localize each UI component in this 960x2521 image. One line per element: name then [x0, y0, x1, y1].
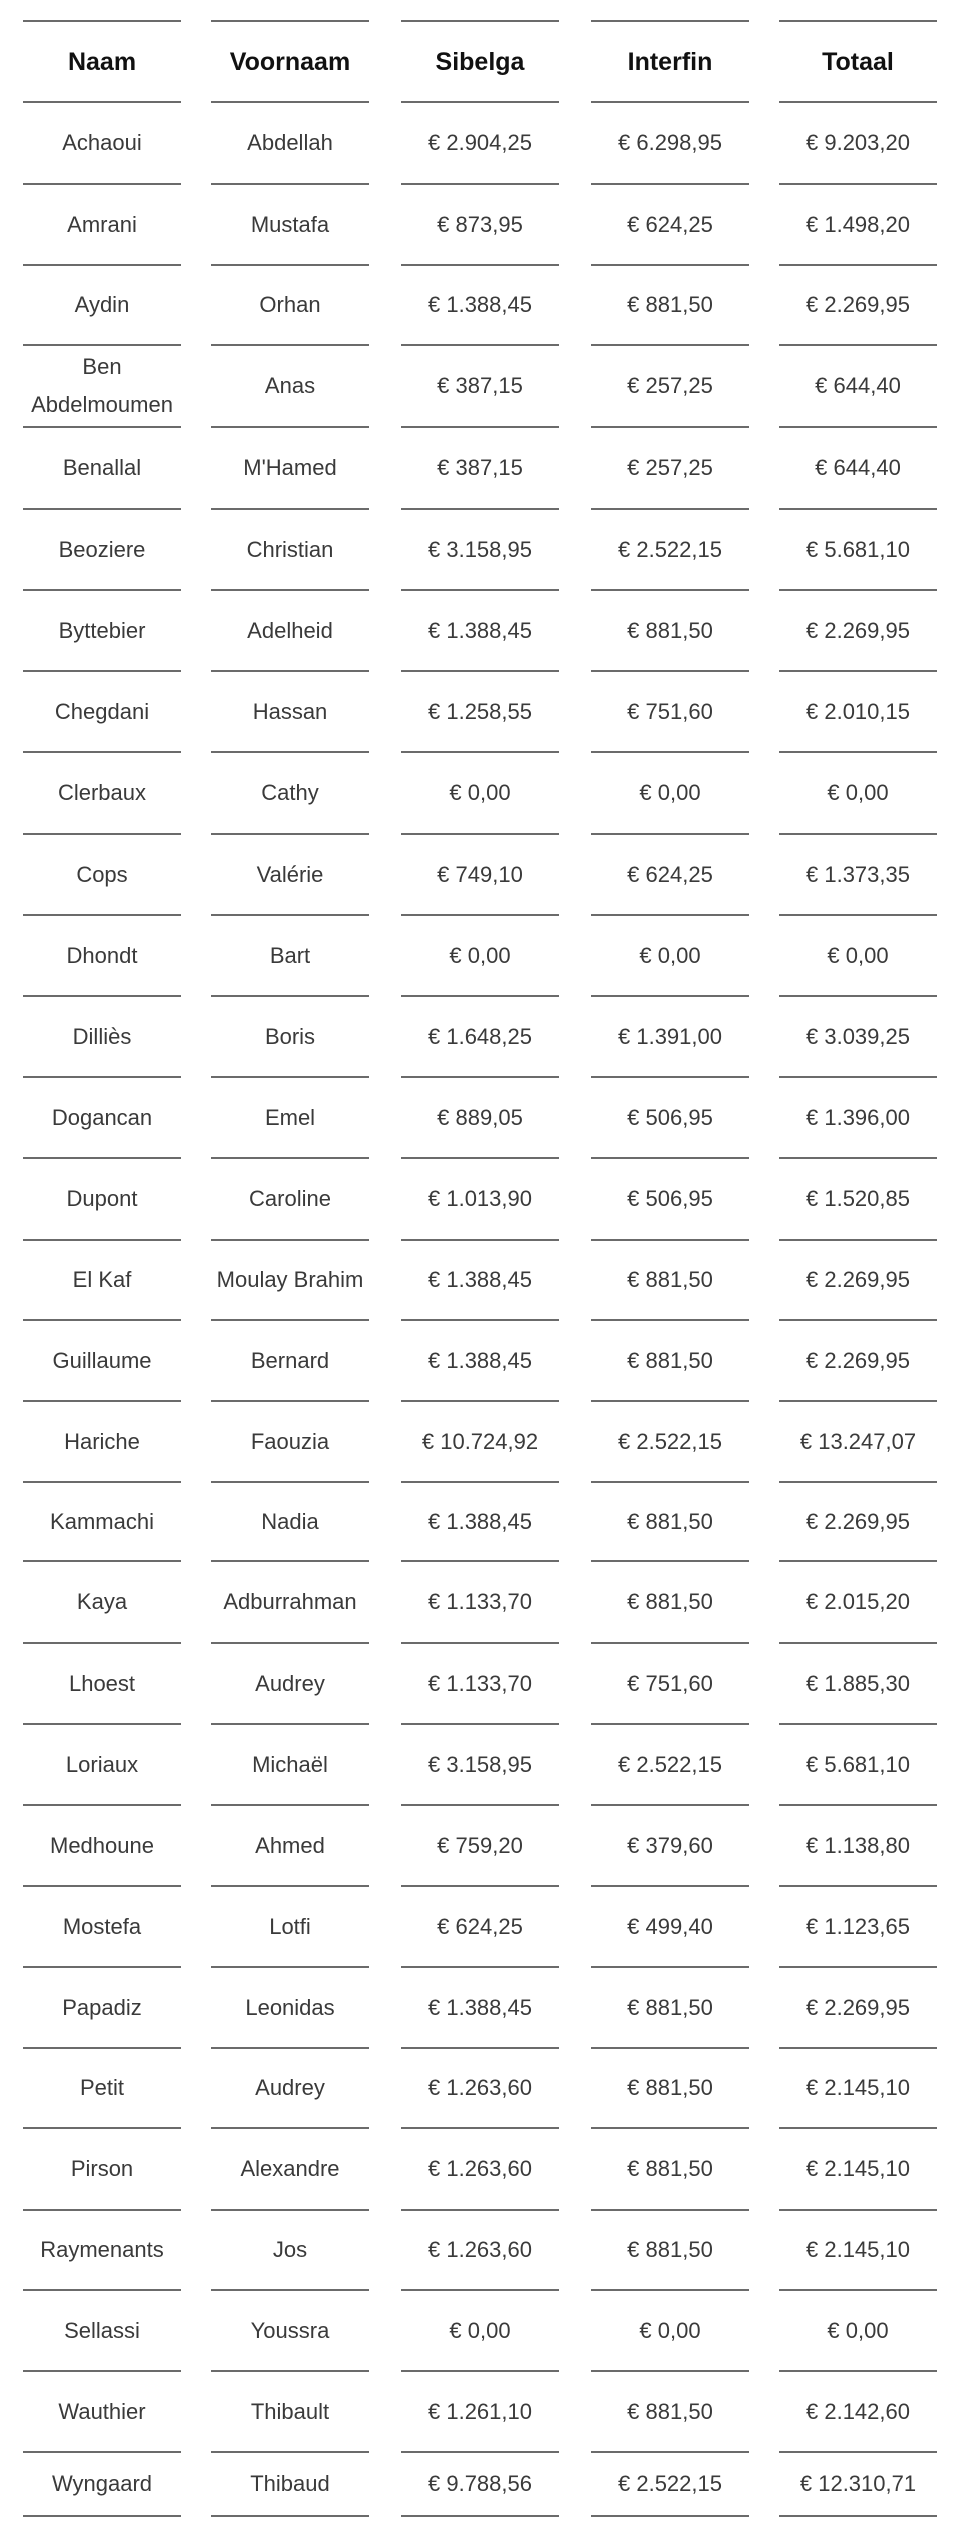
- cell-sibelga: € 1.133,70: [401, 1642, 559, 1723]
- cell-voornaam: Youssra: [211, 2289, 369, 2370]
- cell-naam: Medhoune: [23, 1804, 181, 1885]
- cell-interfin: € 0,00: [591, 2289, 749, 2370]
- cell-voornaam: Nadia: [211, 1481, 369, 1560]
- cell-voornaam: Michaël: [211, 1723, 369, 1804]
- cell-totaal: € 12.310,71: [779, 2451, 937, 2515]
- cell-interfin: € 257,25: [591, 426, 749, 508]
- cell-naam: Kaya: [23, 1560, 181, 1642]
- cell-sibelga: € 873,95: [401, 183, 559, 264]
- cell-naam: Sellassi: [23, 2289, 181, 2370]
- cell-voornaam: Ahmed: [211, 1804, 369, 1885]
- cell-sibelga: € 1.263,60: [401, 2127, 559, 2209]
- cell-voornaam: Moulay Brahim: [211, 1239, 369, 1319]
- cell-sibelga: € 387,15: [401, 426, 559, 508]
- cell-voornaam: M'Hamed: [211, 426, 369, 508]
- cell-voornaam: Orhan: [211, 264, 369, 344]
- cell-interfin: € 624,25: [591, 833, 749, 914]
- cell-interfin: € 881,50: [591, 2047, 749, 2127]
- cell-sibelga: € 1.388,45: [401, 589, 559, 670]
- cell-voornaam: Audrey: [211, 1642, 369, 1723]
- cell-naam: Cops: [23, 833, 181, 914]
- cell-voornaam: Jos: [211, 2209, 369, 2289]
- cell-sibelga: € 1.388,45: [401, 1239, 559, 1319]
- cell-voornaam: Abdellah: [211, 101, 369, 183]
- cell-naam: Chegdani: [23, 670, 181, 751]
- table-bottom-rule: [779, 2515, 937, 2517]
- cell-naam: Loriaux: [23, 1723, 181, 1804]
- cell-sibelga: € 1.258,55: [401, 670, 559, 751]
- cell-voornaam: Anas: [211, 344, 369, 426]
- cell-interfin: € 506,95: [591, 1076, 749, 1157]
- cell-naam: Dupont: [23, 1157, 181, 1239]
- column-naam: [23, 0, 181, 2521]
- cell-naam: Aydin: [23, 264, 181, 344]
- cell-voornaam: Adelheid: [211, 589, 369, 670]
- cell-voornaam: Leonidas: [211, 1966, 369, 2047]
- cell-totaal: € 2.145,10: [779, 2209, 937, 2289]
- table-bottom-rule: [591, 2515, 749, 2517]
- cell-totaal: € 2.269,95: [779, 1481, 937, 1560]
- cell-sibelga: € 387,15: [401, 344, 559, 426]
- cell-totaal: € 1.520,85: [779, 1157, 937, 1239]
- cell-sibelga: € 1.388,45: [401, 264, 559, 344]
- header-naam: Naam: [23, 20, 181, 101]
- cell-totaal: € 0,00: [779, 2289, 937, 2370]
- cell-voornaam: Cathy: [211, 751, 369, 833]
- cell-interfin: € 881,50: [591, 1319, 749, 1400]
- cell-sibelga: € 1.388,45: [401, 1319, 559, 1400]
- cell-interfin: € 0,00: [591, 914, 749, 995]
- cell-naam: Clerbaux: [23, 751, 181, 833]
- cell-sibelga: € 9.788,56: [401, 2451, 559, 2515]
- cell-naam: Hariche: [23, 1400, 181, 1481]
- cell-voornaam: Emel: [211, 1076, 369, 1157]
- cell-totaal: € 1.138,80: [779, 1804, 937, 1885]
- cell-sibelga: € 0,00: [401, 2289, 559, 2370]
- cell-voornaam: Bart: [211, 914, 369, 995]
- cell-sibelga: € 0,00: [401, 914, 559, 995]
- cell-totaal: € 9.203,20: [779, 101, 937, 183]
- cell-totaal: € 2.142,60: [779, 2370, 937, 2451]
- cell-interfin: € 2.522,15: [591, 508, 749, 589]
- cell-interfin: € 624,25: [591, 183, 749, 264]
- cell-sibelga: € 0,00: [401, 751, 559, 833]
- table-bottom-rule: [23, 2515, 181, 2517]
- cell-voornaam: Lotfi: [211, 1885, 369, 1966]
- cell-interfin: € 881,50: [591, 2209, 749, 2289]
- cell-interfin: € 6.298,95: [591, 101, 749, 183]
- cell-interfin: € 2.522,15: [591, 2451, 749, 2515]
- cell-sibelga: € 10.724,92: [401, 1400, 559, 1481]
- cell-totaal: € 644,40: [779, 426, 937, 508]
- cell-voornaam: Thibault: [211, 2370, 369, 2451]
- header-sibelga: Sibelga: [401, 20, 559, 101]
- cell-totaal: € 1.498,20: [779, 183, 937, 264]
- cell-totaal: € 5.681,10: [779, 1723, 937, 1804]
- cell-voornaam: Thibaud: [211, 2451, 369, 2515]
- cell-voornaam: Boris: [211, 995, 369, 1076]
- cell-totaal: € 1.373,35: [779, 833, 937, 914]
- cell-interfin: € 881,50: [591, 1481, 749, 1560]
- cell-voornaam: Alexandre: [211, 2127, 369, 2209]
- cell-sibelga: € 1.648,25: [401, 995, 559, 1076]
- cell-voornaam: Adburrahman: [211, 1560, 369, 1642]
- cell-totaal: € 2.145,10: [779, 2047, 937, 2127]
- cell-interfin: € 881,50: [591, 1966, 749, 2047]
- column-sibelga: [401, 0, 559, 2521]
- cell-sibelga: € 3.158,95: [401, 508, 559, 589]
- column-totaal: [779, 0, 937, 2521]
- cell-interfin: € 881,50: [591, 264, 749, 344]
- column-interfin: [591, 0, 749, 2521]
- cell-naam: Amrani: [23, 183, 181, 264]
- cell-naam: Beoziere: [23, 508, 181, 589]
- cell-naam: Wyngaard: [23, 2451, 181, 2515]
- cell-naam: Byttebier: [23, 589, 181, 670]
- cell-totaal: € 2.269,95: [779, 1239, 937, 1319]
- cell-sibelga: € 1.133,70: [401, 1560, 559, 1642]
- cell-interfin: € 257,25: [591, 344, 749, 426]
- cell-sibelga: € 759,20: [401, 1804, 559, 1885]
- cell-interfin: € 881,50: [591, 589, 749, 670]
- cell-naam: Guillaume: [23, 1319, 181, 1400]
- cell-voornaam: Christian: [211, 508, 369, 589]
- cell-naam: Mostefa: [23, 1885, 181, 1966]
- cell-voornaam: Valérie: [211, 833, 369, 914]
- cell-voornaam: Bernard: [211, 1319, 369, 1400]
- cell-interfin: € 881,50: [591, 1239, 749, 1319]
- cell-totaal: € 2.015,20: [779, 1560, 937, 1642]
- cell-voornaam: Faouzia: [211, 1400, 369, 1481]
- header-totaal: Totaal: [779, 20, 937, 101]
- cell-sibelga: € 1.263,60: [401, 2209, 559, 2289]
- cell-totaal: € 2.269,95: [779, 264, 937, 344]
- cell-interfin: € 506,95: [591, 1157, 749, 1239]
- cell-interfin: € 881,50: [591, 2370, 749, 2451]
- table-bottom-rule: [211, 2515, 369, 2517]
- cell-totaal: € 644,40: [779, 344, 937, 426]
- cell-naam: Papadiz: [23, 1966, 181, 2047]
- cell-naam: Achaoui: [23, 101, 181, 183]
- cell-interfin: € 751,60: [591, 1642, 749, 1723]
- cell-sibelga: € 889,05: [401, 1076, 559, 1157]
- cell-naam: Kammachi: [23, 1481, 181, 1560]
- cell-sibelga: € 2.904,25: [401, 101, 559, 183]
- cell-interfin: € 881,50: [591, 2127, 749, 2209]
- cell-voornaam: Caroline: [211, 1157, 369, 1239]
- header-interfin: Interfin: [591, 20, 749, 101]
- cell-totaal: € 13.247,07: [779, 1400, 937, 1481]
- cell-naam: El Kaf: [23, 1239, 181, 1319]
- cell-totaal: € 1.396,00: [779, 1076, 937, 1157]
- cell-voornaam: Hassan: [211, 670, 369, 751]
- cell-totaal: € 3.039,25: [779, 995, 937, 1076]
- header-voornaam: Voornaam: [211, 20, 369, 101]
- cell-sibelga: € 3.158,95: [401, 1723, 559, 1804]
- cell-voornaam: Mustafa: [211, 183, 369, 264]
- table-bottom-rule: [401, 2515, 559, 2517]
- cell-totaal: € 2.269,95: [779, 1966, 937, 2047]
- cell-sibelga: € 1.261,10: [401, 2370, 559, 2451]
- cell-interfin: € 2.522,15: [591, 1723, 749, 1804]
- cell-totaal: € 0,00: [779, 751, 937, 833]
- cell-naam: Petit: [23, 2047, 181, 2127]
- cell-naam: Wauthier: [23, 2370, 181, 2451]
- cell-totaal: € 2.010,15: [779, 670, 937, 751]
- cell-sibelga: € 749,10: [401, 833, 559, 914]
- cell-totaal: € 1.123,65: [779, 1885, 937, 1966]
- cell-sibelga: € 1.388,45: [401, 1481, 559, 1560]
- cell-naam: Dhondt: [23, 914, 181, 995]
- cell-naam: Pirson: [23, 2127, 181, 2209]
- cell-sibelga: € 1.013,90: [401, 1157, 559, 1239]
- cell-sibelga: € 1.263,60: [401, 2047, 559, 2127]
- cell-interfin: € 1.391,00: [591, 995, 749, 1076]
- cell-interfin: € 379,60: [591, 1804, 749, 1885]
- cell-totaal: € 0,00: [779, 914, 937, 995]
- cell-naam: Lhoest: [23, 1642, 181, 1723]
- cell-sibelga: € 1.388,45: [401, 1966, 559, 2047]
- cell-totaal: € 2.269,95: [779, 589, 937, 670]
- cell-interfin: € 499,40: [591, 1885, 749, 1966]
- cell-totaal: € 5.681,10: [779, 508, 937, 589]
- cell-naam: Dogancan: [23, 1076, 181, 1157]
- cell-totaal: € 1.885,30: [779, 1642, 937, 1723]
- cell-naam: Ben Abdelmoumen: [23, 344, 181, 426]
- cell-naam: Raymenants: [23, 2209, 181, 2289]
- cell-totaal: € 2.145,10: [779, 2127, 937, 2209]
- cell-naam: Dilliès: [23, 995, 181, 1076]
- cell-naam: Benallal: [23, 426, 181, 508]
- cell-totaal: € 2.269,95: [779, 1319, 937, 1400]
- cell-interfin: € 2.522,15: [591, 1400, 749, 1481]
- cell-voornaam: Audrey: [211, 2047, 369, 2127]
- cell-interfin: € 751,60: [591, 670, 749, 751]
- cell-sibelga: € 624,25: [401, 1885, 559, 1966]
- cell-interfin: € 881,50: [591, 1560, 749, 1642]
- column-voornaam: [211, 0, 369, 2521]
- cell-interfin: € 0,00: [591, 751, 749, 833]
